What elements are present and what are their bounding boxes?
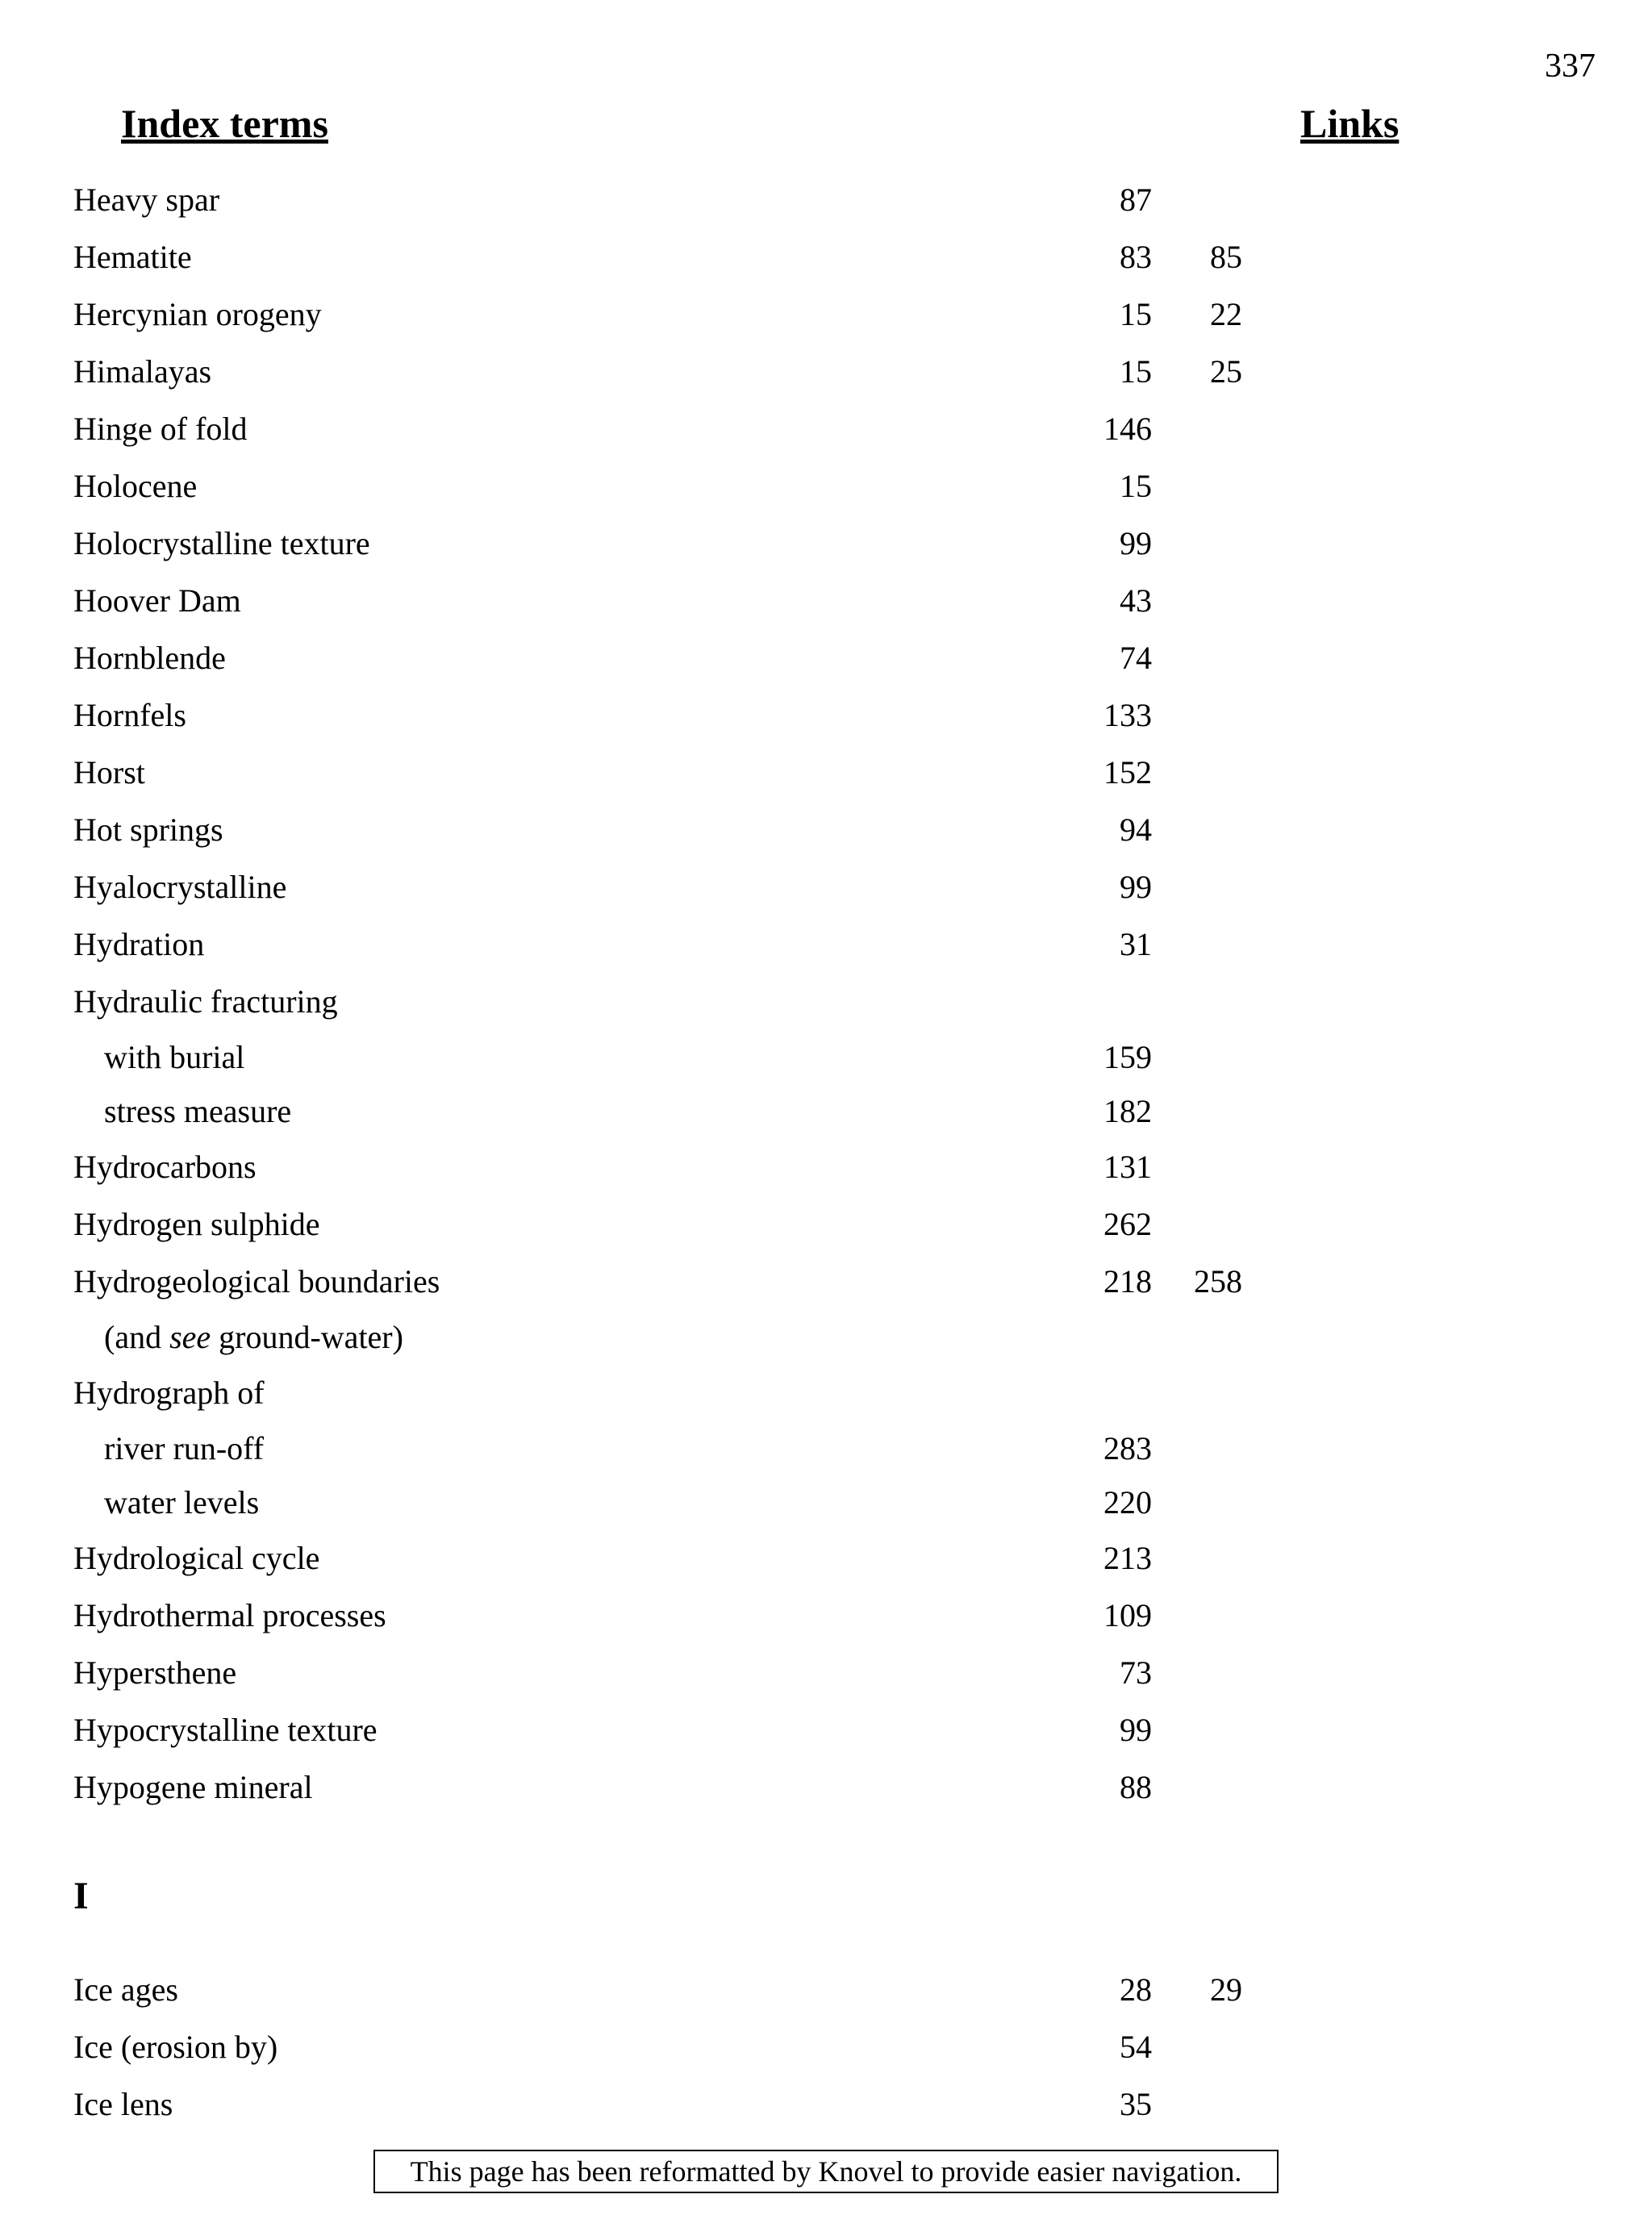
index-term: Hypogene mineral xyxy=(73,1769,313,1805)
index-entry xyxy=(0,1529,1652,1587)
index-term: Hydrological cycle xyxy=(73,1540,320,1576)
knovel-reformat-notice: This page has been reformatted by Knovel to provide easier navigation. xyxy=(373,2150,1279,2193)
section-letter: I xyxy=(73,1875,89,1917)
page-link[interactable]: 283 xyxy=(1103,1430,1152,1466)
page-link[interactable]: 159 xyxy=(1103,1039,1152,1075)
index-term: Hyalocrystalline xyxy=(73,869,287,905)
page-link[interactable]: 15 xyxy=(1120,296,1152,332)
page-link[interactable]: 133 xyxy=(1103,697,1152,733)
index-entry xyxy=(0,916,1652,973)
index-entries xyxy=(0,171,1652,2133)
index-entry xyxy=(0,286,1652,343)
index-term: Ice ages xyxy=(73,1971,178,2008)
page-number: 337 xyxy=(1545,48,1596,85)
page-link[interactable]: 22 xyxy=(1210,296,1242,332)
index-term xyxy=(104,1310,403,1364)
index-term: water levels xyxy=(104,1484,260,1521)
index-entry xyxy=(0,343,1652,400)
index-term: Hornfels xyxy=(73,697,186,733)
index-term: stress measure xyxy=(104,1093,292,1129)
page-link[interactable]: 43 xyxy=(1120,582,1152,619)
index-subentry xyxy=(0,1084,1652,1138)
index-term: Hydrocarbons xyxy=(73,1149,257,1185)
index-entry xyxy=(0,1701,1652,1758)
index-entry xyxy=(0,515,1652,572)
page-link[interactable]: 31 xyxy=(1120,926,1152,962)
page-link[interactable]: 109 xyxy=(1103,1597,1152,1633)
index-term: Holocene xyxy=(73,468,198,504)
page-link[interactable]: 15 xyxy=(1120,468,1152,504)
page-link[interactable]: 85 xyxy=(1210,239,1242,275)
index-entry xyxy=(0,228,1652,286)
index-term: Hypersthene xyxy=(73,1654,237,1691)
index-entry xyxy=(0,1644,1652,1701)
section-letter-heading xyxy=(0,1816,1652,1961)
index-subentry xyxy=(0,1421,1652,1475)
index-entry xyxy=(0,572,1652,629)
page-link[interactable]: 220 xyxy=(1103,1484,1152,1521)
index-term: Himalayas xyxy=(73,353,212,390)
index-term: Hinge of fold xyxy=(73,411,248,447)
page-link[interactable]: 99 xyxy=(1120,869,1152,905)
page-link[interactable]: 182 xyxy=(1103,1093,1152,1129)
index-subentry xyxy=(0,1475,1652,1529)
index-entry xyxy=(0,457,1652,515)
index-entry xyxy=(0,1961,1652,2018)
page-link[interactable]: 35 xyxy=(1120,2086,1152,2122)
index-entry xyxy=(0,400,1652,457)
page-link[interactable]: 87 xyxy=(1120,181,1152,218)
index-term: Ice (erosion by) xyxy=(73,2029,278,2065)
index-entry xyxy=(0,2018,1652,2075)
index-entry xyxy=(0,1587,1652,1644)
index-entry xyxy=(0,1253,1652,1310)
index-term: with burial xyxy=(104,1039,245,1075)
index-entry xyxy=(0,629,1652,686)
index-term-part: (and xyxy=(104,1319,170,1355)
index-term: Hot springs xyxy=(73,811,223,848)
index-term: Hematite xyxy=(73,239,192,275)
page-link[interactable]: 94 xyxy=(1120,811,1152,848)
page-link[interactable]: 152 xyxy=(1103,754,1152,791)
page-link[interactable]: 74 xyxy=(1120,640,1152,676)
index-term: Hoover Dam xyxy=(73,582,241,619)
index-term: Hydrograph of xyxy=(73,1375,265,1411)
index-term: Ice lens xyxy=(73,2086,173,2122)
page-link[interactable]: 83 xyxy=(1120,239,1152,275)
index-entry xyxy=(0,1138,1652,1195)
index-entry xyxy=(0,2075,1652,2133)
see-reference-italic: see xyxy=(169,1319,211,1355)
index-entry xyxy=(0,801,1652,858)
page-link[interactable]: 213 xyxy=(1103,1540,1152,1576)
index-terms-header: Index terms xyxy=(121,101,328,146)
index-term: Hornblende xyxy=(73,640,226,676)
page-link[interactable]: 25 xyxy=(1210,353,1242,390)
index-term: Heavy spar xyxy=(73,181,220,218)
page-link[interactable]: 131 xyxy=(1103,1149,1152,1185)
index-term: Horst xyxy=(73,754,145,791)
index-entry xyxy=(0,973,1652,1030)
index-term: Holocrystalline texture xyxy=(73,525,370,561)
index-entry xyxy=(0,1758,1652,1816)
page-link[interactable]: 29 xyxy=(1210,1971,1242,2008)
index-term: Hercynian orogeny xyxy=(73,296,322,332)
index-term: Hydrothermal processes xyxy=(73,1597,386,1633)
page-link[interactable]: 99 xyxy=(1120,525,1152,561)
page-link[interactable]: 28 xyxy=(1120,1971,1152,2008)
index-entry xyxy=(0,1364,1652,1421)
index-term-part: ground-water) xyxy=(211,1319,403,1355)
page-link[interactable]: 146 xyxy=(1103,411,1152,447)
page-link[interactable]: 15 xyxy=(1120,353,1152,390)
entries-group-h xyxy=(0,171,1652,1816)
page-link[interactable]: 218 xyxy=(1103,1263,1152,1299)
page-link[interactable]: 88 xyxy=(1120,1769,1152,1805)
index-term: Hydration xyxy=(73,926,205,962)
index-entry xyxy=(0,1195,1652,1253)
links-header: Links xyxy=(1300,101,1400,146)
index-term: Hydrogen sulphide xyxy=(73,1206,320,1242)
page-link[interactable]: 54 xyxy=(1120,2029,1152,2065)
index-entry xyxy=(0,744,1652,801)
index-subentry xyxy=(0,1030,1652,1084)
index-term: Hydraulic fracturing xyxy=(73,983,338,1020)
page-link[interactable]: 99 xyxy=(1120,1712,1152,1748)
index-entry xyxy=(0,171,1652,228)
index-subentry xyxy=(0,1310,1652,1364)
entries-group-i xyxy=(0,1961,1652,2133)
index-entry xyxy=(0,858,1652,916)
index-term: Hypocrystalline texture xyxy=(73,1712,378,1748)
index-term: Hydrogeological boundaries xyxy=(73,1263,440,1299)
index-entry xyxy=(0,686,1652,744)
page-link[interactable]: 262 xyxy=(1103,1206,1152,1242)
page-link[interactable]: 258 xyxy=(1194,1263,1242,1299)
index-term: river run-off xyxy=(104,1430,265,1466)
page-link[interactable]: 73 xyxy=(1120,1654,1152,1691)
